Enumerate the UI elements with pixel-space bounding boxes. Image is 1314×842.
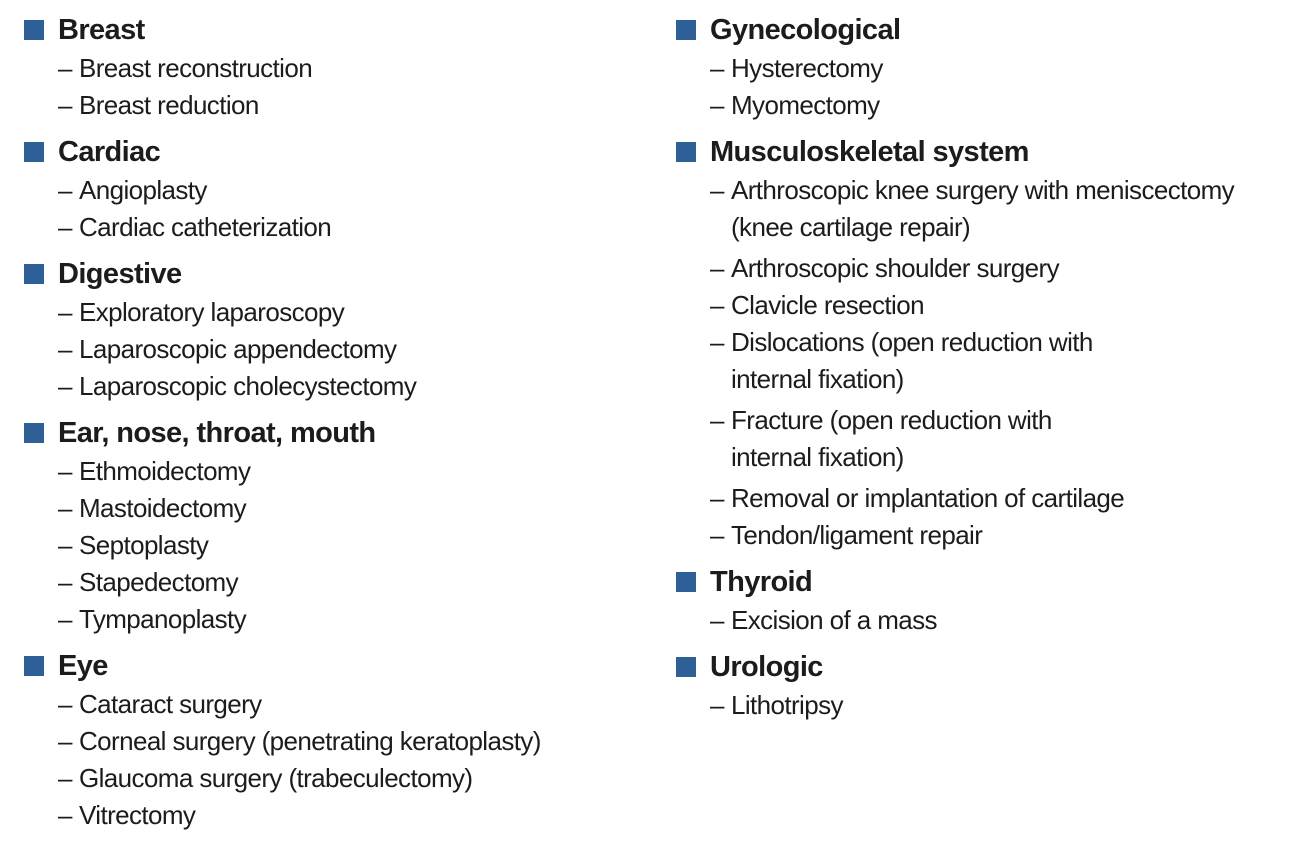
square-bullet-icon [24,142,44,162]
procedure-label: Cataract surgery [79,689,262,719]
category-title: Eye [58,649,108,682]
procedure-label: Clavicle resection [731,290,924,320]
procedure-label: Septoplasty [79,530,209,560]
category-header [676,10,1312,50]
dash-bullet: – [58,763,72,793]
category-title: Digestive [58,257,182,290]
procedure-list [676,602,1312,639]
category-eye [24,646,644,834]
list-item [58,50,644,87]
dash-bullet: – [58,53,72,83]
list-item [710,480,1312,517]
procedure-label: Lithotripsy [731,690,843,720]
dash-bullet: – [58,212,72,242]
dash-bullet: – [58,726,72,756]
procedure-label: Tympanoplasty [79,604,247,634]
list-item [58,331,644,368]
procedure-label: Myomectomy [731,90,880,120]
dash-bullet: – [710,175,724,205]
category-thyroid [676,562,1312,639]
category-title: Musculoskeletal system [710,135,1029,168]
category-header [676,132,1312,172]
procedure-label: Stapedectomy [79,567,239,597]
dash-bullet: – [58,530,72,560]
list-item [710,602,1312,639]
procedure-list [676,50,1312,124]
dash-bullet: – [710,253,724,283]
procedure-label: Vitrectomy [79,800,196,830]
dash-bullet: – [58,493,72,523]
list-item [710,50,1312,87]
square-bullet-icon [24,423,44,443]
list-item [58,564,644,601]
category-musculoskeletal-system [676,132,1312,554]
list-item [710,87,1312,124]
list-item [710,172,1312,246]
category-ear-nose-throat-mouth [24,413,644,638]
dash-bullet: – [710,520,724,550]
dash-bullet: – [58,456,72,486]
category-urologic [676,647,1312,724]
dash-bullet: – [710,690,724,720]
list-item [58,294,644,331]
procedure-label: Glaucoma surgery (trabeculectomy) [79,763,473,793]
category-header [24,413,644,453]
list-item [710,517,1312,554]
procedure-list [676,172,1312,554]
procedure-list [676,687,1312,724]
right-column [676,10,1312,732]
procedure-label: Mastoidectomy [79,493,247,523]
list-item [58,686,644,723]
list-item [58,209,644,246]
list-item [58,172,644,209]
procedure-label: Laparoscopic cholecystectomy [79,371,417,401]
procedure-list [24,453,644,638]
square-bullet-icon [676,657,696,677]
procedure-label: Fracture (open reduction with [731,405,1052,435]
procedure-label: Angioplasty [79,175,207,205]
dash-bullet: – [58,689,72,719]
list-item [58,527,644,564]
list-item [710,324,1312,398]
category-header [24,132,644,172]
dash-bullet: – [710,405,724,435]
procedure-list [24,294,644,405]
procedure-list [24,686,644,834]
category-title: Thyroid [710,565,813,598]
list-item [58,490,644,527]
list-item [58,723,644,760]
square-bullet-icon [676,572,696,592]
dash-bullet: – [58,567,72,597]
category-breast [24,10,644,124]
procedure-label: Tendon/ligament repair [731,520,983,550]
square-bullet-icon [676,20,696,40]
category-title: Gynecological [710,13,901,46]
procedure-label: Breast reconstruction [79,53,313,83]
dash-bullet: – [710,90,724,120]
list-item [58,601,644,638]
list-item [710,287,1312,324]
procedure-label: Arthroscopic knee surgery with meniscectomy [731,175,1235,205]
category-header [24,646,644,686]
dash-bullet: – [710,605,724,635]
dash-bullet: – [58,371,72,401]
dash-bullet: – [710,483,724,513]
dash-bullet: – [710,327,724,357]
dash-bullet: – [710,53,724,83]
dash-bullet: – [58,297,72,327]
category-title: Cardiac [58,135,161,168]
procedure-label: internal fixation) [731,364,904,394]
dash-bullet: – [58,90,72,120]
procedure-label: Corneal surgery (penetrating keratoplasty) [79,726,541,756]
list-item [58,87,644,124]
procedure-label: Dislocations (open reduction with [731,327,1093,357]
procedure-label: Hysterectomy [731,53,883,83]
square-bullet-icon [24,656,44,676]
category-cardiac [24,132,644,246]
procedure-label: Cardiac catheterization [79,212,332,242]
list-item [58,797,644,834]
procedure-list [24,172,644,246]
procedure-label: Excision of a mass [731,605,937,635]
dash-bullet: – [710,290,724,320]
list-item [58,760,644,797]
category-gynecological [676,10,1312,124]
dash-bullet: – [58,800,72,830]
category-title: Ear, nose, throat, mouth [58,416,376,449]
category-header [676,562,1312,602]
category-header [676,647,1312,687]
procedure-label: Laparoscopic appendectomy [79,334,397,364]
dash-bullet: – [58,175,72,205]
procedure-label: Ethmoidectomy [79,456,251,486]
list-item [710,250,1312,287]
procedure-label: internal fixation) [731,442,904,472]
square-bullet-icon [24,20,44,40]
category-title: Urologic [710,650,823,683]
category-title: Breast [58,13,145,46]
category-header [24,254,644,294]
procedure-list [24,50,644,124]
list-item [58,453,644,490]
category-digestive [24,254,644,405]
square-bullet-icon [676,142,696,162]
procedure-label: Breast reduction [79,90,259,120]
procedure-label: Removal or implantation of cartilage [731,483,1125,513]
procedure-label: (knee cartilage repair) [731,212,971,242]
dash-bullet: – [58,604,72,634]
procedure-label: Exploratory laparoscopy [79,297,345,327]
dash-bullet: – [58,334,72,364]
list-item [58,368,644,405]
square-bullet-icon [24,264,44,284]
list-item [710,687,1312,724]
left-column [24,10,644,842]
procedure-label: Arthroscopic shoulder surgery [731,253,1059,283]
list-item [710,402,1312,476]
category-header [24,10,644,50]
